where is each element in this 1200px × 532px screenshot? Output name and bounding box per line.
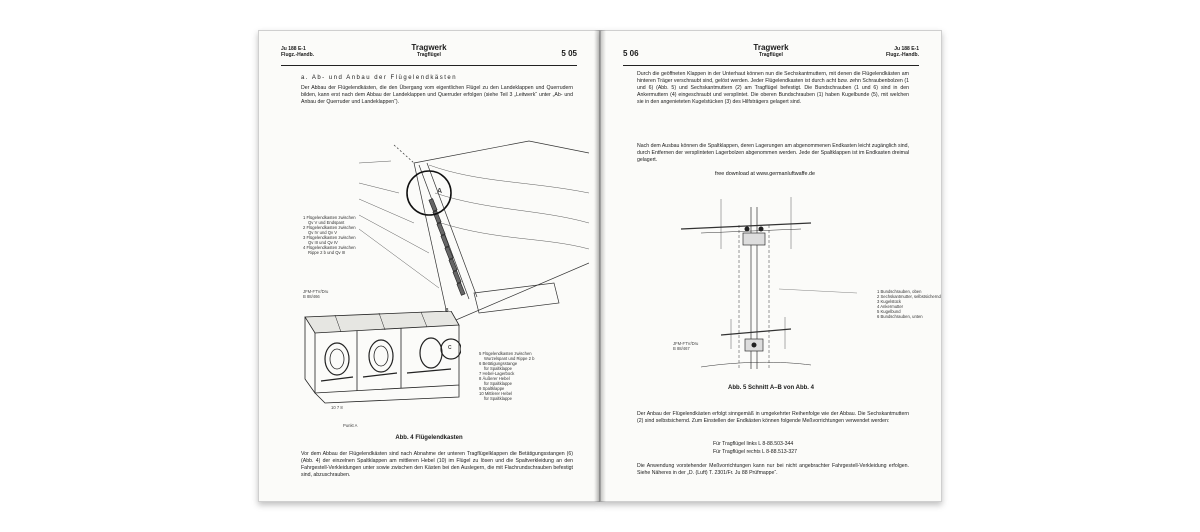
page-header — [623, 43, 919, 66]
page-header — [281, 43, 577, 66]
right-page — [600, 30, 942, 502]
header-right: Ju 188 E-1 Flugz.-Handb. — [885, 46, 919, 58]
legend-top: 1 Flügelendkasten zwischen Qv V und Endspant 2 Flügelendkasten zwischen Qv IV und Qv V 3 Flügelendkasten zwischen Qv III und Qv IV 4 Flügelendkasten zwischen Rippe 2 b und Qv III — [303, 215, 356, 255]
watermark: free download at www.germanluftwaffe.de — [715, 171, 815, 177]
page-number: 5 06 — [623, 49, 639, 58]
header-title: Tragwerk Tragflügel — [411, 43, 447, 58]
section-title: a. Ab- und Anbau der Flügelendkästen — [301, 75, 458, 81]
figure-label-a: A — [437, 188, 443, 195]
section-legend: 1 Bundschrauben, oben 2 Sechskantmutter, selbstsichernd 3 Kugelstück 4 Ankermutter 5 Kugelbund 6 Bundschrauben, unten — [877, 289, 941, 319]
section-drawing — [661, 189, 861, 389]
open-manual — [258, 30, 942, 506]
header-title: Tragwerk Tragflügel — [753, 43, 789, 58]
drawing-reference: JFM-FTV/Dru B 88/467 — [673, 341, 699, 351]
closing-paragraph: Vor dem Abbau der Flügelendkästen sind nach Abnahme der unteren Tragflügelklappen die Betätigungsstangen (6) (Abb. 4) der einzelnen Spaltklappen am mittleren Hebel (10) im Flügel zu lösen und die Spaltverkleidung an den Fahrgestell-Verkleidungen unter sowie zwischen den Kästen bei den Auslegern, die mit Flachrundschrauben befestigt sind, abzuschrauben. — [301, 451, 573, 479]
page-number: 5 05 — [561, 49, 577, 58]
detail-label: Punkt A — [343, 423, 358, 428]
paragraph-3: Der Anbau der Flügelendkästen erfolgt sinngemäß in umgekehrter Reihenfolge wie der Abbau. Die Sechskantmuttern (2) sind selbstsichernd. Zum Einstellen der Endkästen können folgende Meßvorrichtungen verwendet werden: — [637, 411, 909, 425]
bottom-numbers: 10 7 8 — [331, 405, 343, 410]
figure-caption: Abb. 4 Flügelendkasten — [395, 435, 463, 441]
book-gutter — [594, 30, 606, 502]
figure-label-c: C — [448, 345, 452, 351]
figure-label-b: B — [445, 308, 449, 314]
gauge-left: Für Tragflügel links L 8-88.503-344 — [713, 441, 794, 447]
intro-paragraph: Der Abbau der Flügelendkästen, die den Übergang vom eigentlichen Flügel zu den Landeklappen und Querrudern bilden, kann erst nach dem Abbau der Landeklappen und Querruder erfolgen (siehe Teil 3 „Leitwerk“ unter „Ab- und Anbau der Querruder und Landeklappen“). — [301, 85, 573, 106]
paragraph-4: Die Anwendung vorstehender Meßvorrichtungen kann nur bei nicht angebrachter Fahrgestell-Verkleidung erfolgen. Siehe Näheres in der „D. (Luft) T. 2301/Fr. Ju 88 Prüfmappe“. — [637, 463, 909, 477]
paragraph-2: Nach dem Ausbau können die Spaltklappen, deren Lagerungen am abgenommenen Endkasten leicht zugänglich sind, durch Entfernen der versplinteten Lagerbolzen abgenommen werden. Jede der Spaltklappen ist im Endkasten dreimal gelagert. — [637, 143, 909, 164]
header-left: Ju 188 E-1 Flugz.-Handb. — [281, 46, 315, 58]
detail-a-circle — [407, 171, 451, 215]
gauge-right: Für Tragflügel rechts L 8-88.513-327 — [713, 449, 798, 455]
left-page — [258, 30, 600, 502]
legend-bottom: 5 Flügelendkasten zwischen Wurzelspant und Rippe 2 b 6 Betätigungsstange für Spaltklappe 7 Hebel-Lagerbock 8 Äußerer Hebel für Spaltklappe 9 Spaltklappe 10 Mittlerer Hebel für Spaltklappe — [479, 351, 535, 401]
figure-caption: Abb. 5 Schnitt A–B von Abb. 4 — [728, 385, 814, 391]
detail-a-drawing — [301, 308, 461, 407]
drawing-reference: JFM-FTV/Dru B 88/466 — [303, 289, 329, 299]
paragraph-1: Durch die geöffneten Klappen in der Unterhaut können nun die Sechskantmuttern, mit denen die Flügelendkästen am hinteren Träger verschraubt sind, gelöst werden. Jeder Flügelendkasten ist durch acht bzw. zehn Schraubenbolzen (1 und 6) (Abb. 5) und Sechskantmuttern (2) am Tragflügel befestigt. Die Bundschrauben (1 und 6) sind in den Ankermuttern (4) eingeschraubt und versplintet. Die oberen Bundschrauben (1) haben Kugelbunde (5), mit welchen sie in den angenieteten Kugelstücken (3) des Hilfsträgers gelagert sind. — [637, 71, 909, 106]
